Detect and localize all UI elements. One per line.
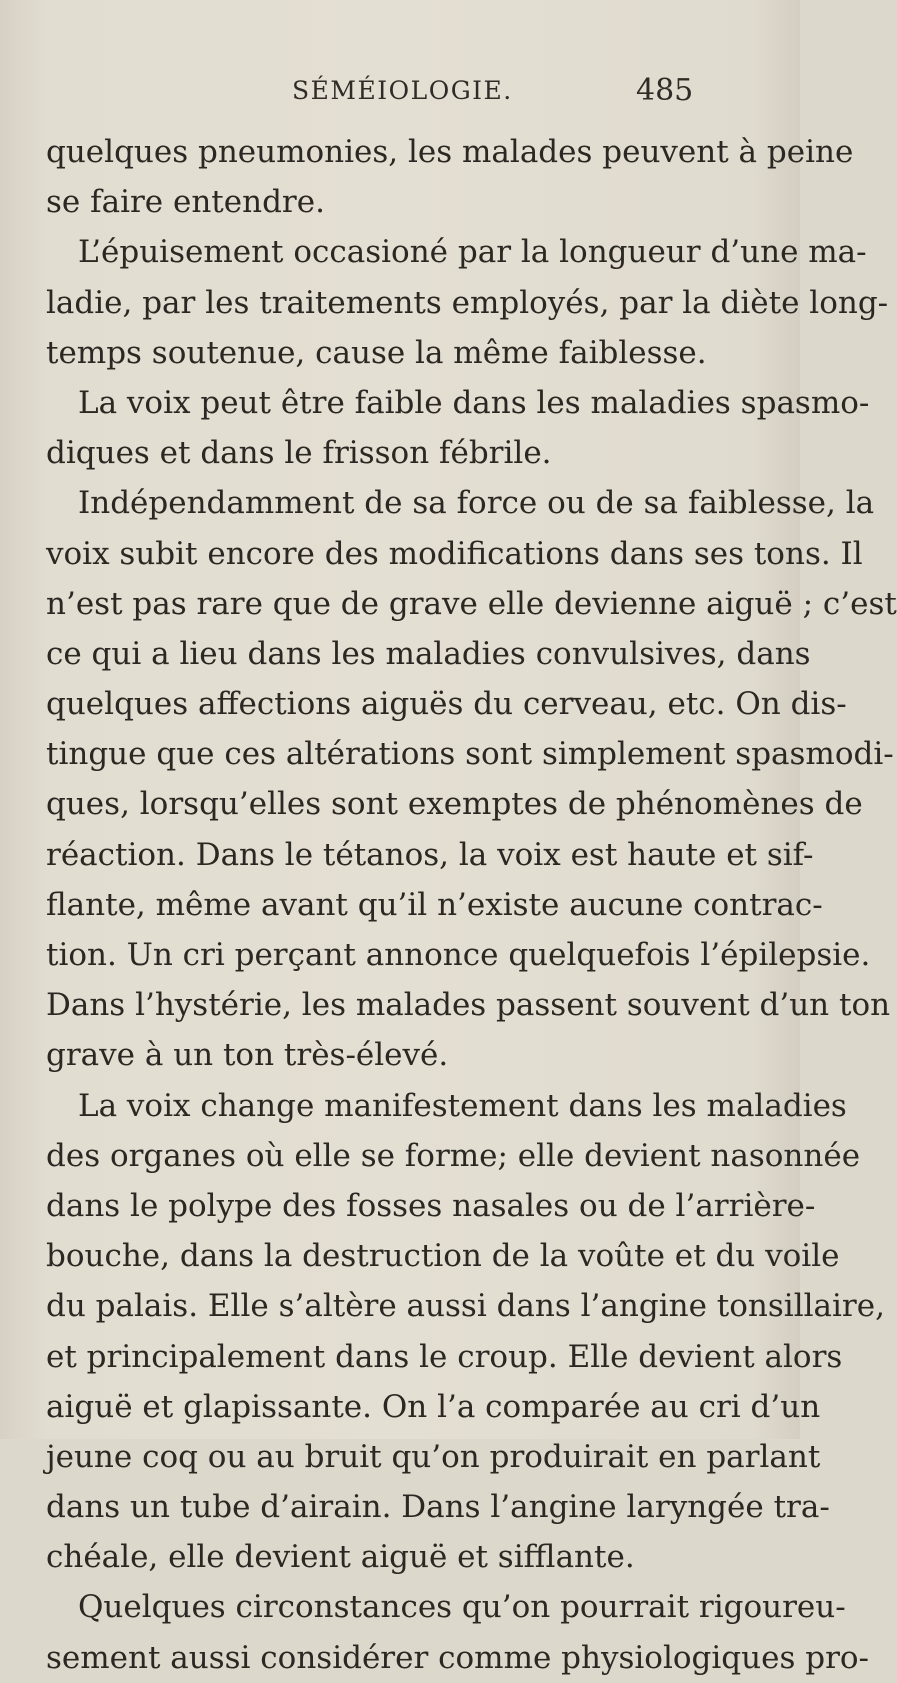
text-line: Quelques circonstances qu’on pourrait rigoureu- <box>78 1589 846 1626</box>
text-line: se faire entendre. <box>46 184 325 221</box>
text-line: bouche, dans la destruction de la voûte et du voile <box>46 1238 840 1275</box>
text-line: sement aussi considérer comme physiologiques pro- <box>46 1639 870 1676</box>
text-line: grave à un ton très-élevé. <box>46 1037 449 1074</box>
text-line: Indépendamment de sa force ou de sa faiblesse, la <box>78 485 875 522</box>
running-head <box>0 73 800 116</box>
text-line: La voix peut être faible dans les maladies spasmo- <box>78 384 870 421</box>
text-line: des organes où elle se forme; elle devient nasonnée <box>46 1137 861 1174</box>
text-line: quelques affections aiguës du cerveau, etc. On dis- <box>46 686 847 723</box>
text-line: chéale, elle devient aiguë et sifflante. <box>46 1539 635 1576</box>
text-line: aiguë et glapissante. On l’a comparée au cri d’un <box>46 1388 821 1425</box>
text-line: jeune coq ou au bruit qu’on produirait en parlant <box>46 1438 821 1475</box>
text-line: ladie, par les traitements employés, par la diète long- <box>46 284 889 321</box>
text-line: flante, même avant qu’il n’existe aucune contrac- <box>46 886 823 923</box>
text-line: dans un tube d’airain. Dans l’angine laryngée tra- <box>46 1489 830 1526</box>
text-line: temps soutenue, cause la même faiblesse. <box>46 334 707 371</box>
text-line: tingue que ces altérations sont simplement spasmodi- <box>46 736 894 773</box>
text-line: ques, lorsqu’elles sont exemptes de phénomènes de <box>46 786 863 823</box>
text-line: tion. Un cri perçant annonce quelquefois l’épilepsie. <box>46 937 871 973</box>
text-line: voix subit encore des modifications dans ses tons. Il <box>46 535 863 572</box>
text-line: ce qui a lieu dans les maladies convulsives, dans <box>46 635 811 672</box>
text-line: réaction. Dans le tétanos, la voix est haute et sif- <box>46 836 814 873</box>
text-line: et principalement dans le croup. Elle devient alors <box>46 1338 843 1375</box>
body-text <box>46 127 897 1683</box>
text-line: du palais. Elle s’altère aussi dans l’angine tonsillaire, <box>46 1288 885 1325</box>
page-number: 485 <box>636 73 694 108</box>
running-title: SÉMÉIOLOGIE. <box>292 76 513 105</box>
text-line: quelques pneumonies, les malades peuvent à peine <box>46 134 854 170</box>
text-line: La voix change manifestement dans les maladies <box>78 1087 847 1124</box>
text-line: dans le polype des fosses nasales ou de l’arrière- <box>46 1187 816 1224</box>
text-line: Dans l’hystérie, les malades passent souvent d’un ton <box>46 987 891 1024</box>
text-line: diques et dans le frisson fébrile. <box>46 435 552 472</box>
text-line: n’est pas rare que de grave elle devienne aiguë ; c’est <box>46 585 897 622</box>
text-line: L’épuisement occasioné par la longueur d’une ma- <box>78 234 867 271</box>
